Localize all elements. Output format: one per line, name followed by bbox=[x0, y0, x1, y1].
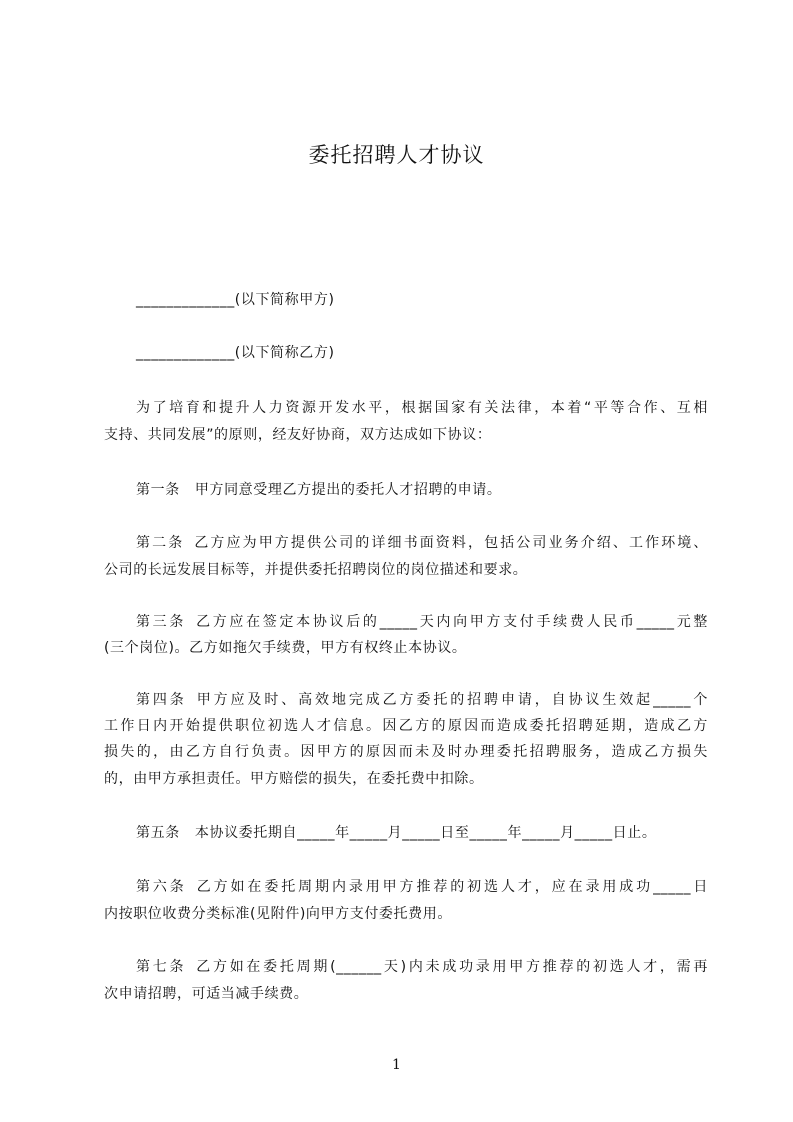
article-7-label: 第七条 bbox=[136, 959, 187, 975]
article-5-label: 第五条 bbox=[136, 825, 180, 841]
article-3-line-2: (三个岗位)。乙方如拖欠手续费，甲方有权终止本协议。 bbox=[104, 640, 467, 656]
article-2-label: 第二条 bbox=[136, 535, 185, 551]
article-7-line-2: 次申请招聘，可适当减手续费。 bbox=[104, 986, 309, 1002]
article-4-line-1: 甲方应及时、高效地完成乙方委托的招聘申请，自协议生效起_____个 bbox=[196, 692, 708, 708]
article-2-line-2: 公司的长远发展目标等，并提供委托招聘岗位的岗位描述和要求。 bbox=[104, 562, 528, 578]
article-7-line-1: 乙方如在委托周期(______天)内未成功录用甲方推荐的初选人才，需再 bbox=[196, 959, 708, 975]
article-2-first-line bbox=[136, 533, 708, 553]
article-4-line-2: 工作日内开始提供职位初选人才信息。因乙方的原因而造成委托招聘延期，造成乙方 bbox=[104, 718, 708, 734]
article-1-label: 第一条 bbox=[136, 482, 180, 498]
page-number: 1 bbox=[392, 1057, 401, 1073]
article-1-line-1: 甲方同意受理乙方提出的委托人才招聘的申请。 bbox=[194, 482, 502, 498]
article-4-line-3: 损失的，由乙方自行负责。因甲方的原因而未及时办理委托招聘服务，造成乙方损失 bbox=[104, 744, 708, 760]
document-title: 委托招聘人才协议 bbox=[308, 143, 485, 167]
preamble-line-1: 为了培育和提升人力资源开发水平，根据国家有关法律，本着“平等合作、互相 bbox=[136, 400, 708, 416]
article-3-first-line bbox=[136, 612, 708, 632]
article-5-line-1: 本协议委托期自_____年_____月_____日至_____年_____月_____日止。 bbox=[194, 825, 657, 841]
article-6-line-2: 内按职位收费分类标准(见附件)向甲方支付委托费用。 bbox=[104, 906, 452, 922]
article-4-label: 第四条 bbox=[136, 692, 187, 708]
article-7-first-line bbox=[136, 957, 708, 977]
article-4-line-4: 的，由甲方承担责任。甲方赔偿的损失，在委托费中扣除。 bbox=[104, 771, 484, 787]
article-4-first-line bbox=[136, 690, 708, 710]
party-a-line: _____________(以下简称甲方) bbox=[136, 292, 335, 308]
article-6-line-1: 乙方如在委托周期内录用甲方推荐的初选人才，应在录用成功_____日 bbox=[196, 879, 708, 895]
article-1 bbox=[136, 480, 740, 500]
article-3-line-1: 乙方应在签定本协议后的_____天内向甲方支付手续费人民币_____元整 bbox=[196, 614, 708, 630]
article-6-label: 第六条 bbox=[136, 879, 187, 895]
article-5 bbox=[136, 823, 740, 843]
preamble-line-2: 支持、共同发展”的原则，经友好协商，双方达成如下协议： bbox=[104, 427, 492, 443]
article-2-line-1: 乙方应为甲方提供公司的详细书面资料，包括公司业务介绍、工作环境、 bbox=[194, 535, 708, 551]
article-3-label: 第三条 bbox=[136, 614, 187, 630]
party-b-line: _____________(以下简称乙方) bbox=[136, 345, 335, 361]
article-6-first-line bbox=[136, 877, 708, 897]
